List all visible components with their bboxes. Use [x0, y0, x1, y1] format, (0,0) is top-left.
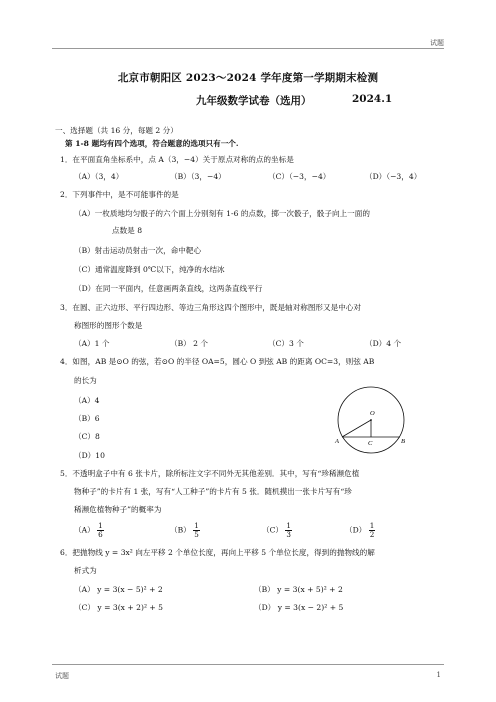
q5-stem-cont2: 稀濒危植物种子”的概率为 — [74, 505, 162, 514]
q6-option-b: （B） y = 3(x + 5)² + 2 — [254, 585, 343, 594]
footer-rule — [52, 664, 444, 665]
header-rule — [52, 48, 444, 49]
exam-subtitle: 九年级数学试卷（选用） — [196, 95, 312, 107]
q5-option-b-fraction: $\frac{1}{5}$ — [194, 521, 199, 539]
q4-stem-cont: 的长为 — [74, 376, 97, 385]
q3-stem: 3．在圆、正六边形、平行四边形、等边三角形这四个图形中，既是轴对称图形又是中心对 — [60, 303, 361, 312]
q6-option-a: （A） y = 3(x − 5)² + 2 — [74, 585, 163, 594]
q1-option-a: （A）（3，4） — [74, 172, 124, 181]
q5-option-a — [74, 522, 104, 539]
label-b: B — [401, 438, 405, 445]
q6-option-d: （D） y = 3(x − 2)² + 5 — [254, 603, 344, 612]
q5-option-d-fraction: $\frac{1}{2}$ — [369, 521, 375, 539]
q4-option-c: （C）8 — [74, 432, 100, 441]
q3-option-a: （A）1 个 — [74, 339, 110, 348]
exam-date: 2024.1 — [352, 93, 393, 105]
q6-stem: 6．把抛物线 y = 3x² 向左平移 2 个单位长度，再向上平移 5 个单位长度，得到的抛物线的解 — [60, 548, 375, 557]
q2-option-a: （A）一枚质地均匀骰子的六个面上分别刻有 1-6 的点数，掷一次骰子，骰子向上一面的 — [74, 209, 370, 218]
q5-option-a-fraction: $\frac{1}{6}$ — [98, 521, 103, 539]
q5-stem-cont1: 物种子”的卡片有 1 张，写有“人工种子”的卡片有 5 张．随机摸出一张卡片写有“珍 — [74, 487, 352, 496]
q5-option-c-fraction: $\frac{1}{3}$ — [286, 521, 291, 539]
q2-option-a-cont: 点数是 8 — [112, 226, 143, 235]
label-o: O — [370, 410, 375, 417]
q1-option-b: （B）（3，−4） — [170, 172, 226, 181]
circle-figure — [330, 382, 412, 464]
q2-option-d: （D）在同一平面内，任意画两条直线，这两条直线平行 — [74, 284, 263, 293]
q5-option-d-label: （D） — [345, 525, 367, 535]
q2-option-c: （C）通常温度降到 0℃以下，纯净的水结冰 — [74, 265, 225, 274]
section-heading: 一、选择题（共 16 分，每题 2 分） — [55, 126, 178, 135]
exam-title: 北京市朝阳区 2023～2024 学年度第一学期期末检测 — [117, 72, 379, 84]
q4-option-a: （A）4 — [74, 396, 100, 405]
q3-option-b: （B） 2 个 — [170, 339, 209, 348]
page-number: 1 — [436, 671, 441, 679]
q5-option-b — [170, 522, 200, 539]
label-c: C — [368, 440, 373, 447]
label-a: A — [335, 438, 339, 445]
radius-oa — [342, 420, 371, 437]
q2-stem: 2．下列事件中，是不可能事件的是 — [60, 190, 179, 199]
q3-stem-cont: 称图形的图形个数是 — [74, 321, 143, 330]
center-point — [370, 419, 372, 421]
q5-stem: 5．不透明盒子中有 6 张卡片，除所标注文字不同外无其他差别．其中，写有“珍稀濒危植 — [60, 469, 360, 478]
q5-option-d — [345, 522, 375, 539]
q4-option-d: （D）10 — [74, 451, 105, 460]
footer-tag: 试题 — [55, 672, 69, 680]
q3-option-c: （C）3 个 — [268, 339, 304, 348]
section-note: 第 1-8 题均有四个选项，符合题意的选项只有一个. — [65, 139, 239, 148]
q5-option-c — [262, 522, 292, 539]
q6-option-c: （C） y = 3(x + 2)² + 5 — [74, 603, 164, 612]
header-tag: 试题 — [430, 39, 444, 47]
q4-option-b: （B）6 — [74, 414, 100, 423]
q2-option-b: （B）射击运动员射击一次，命中靶心 — [74, 246, 202, 255]
q1-option-d: （D）（−3，4） — [365, 172, 422, 181]
q5-option-c-label: （C） — [262, 525, 283, 535]
q6-stem-cont: 析式为 — [74, 566, 97, 575]
q1-stem: 1．在平面直角坐标系中，点 A（3，−4）关于原点对称的点的坐标是 — [60, 155, 294, 164]
q5-option-a-label: （A） — [74, 525, 95, 535]
q3-option-d: （D）4 个 — [365, 339, 402, 348]
q1-option-c: （C）（−3，−4） — [268, 172, 331, 181]
q5-option-b-label: （B） — [170, 525, 191, 535]
q4-stem: 4．如图，AB 是⊙O 的弦，若⊙O 的半径 OA=5，圆心 O 到弦 AB 的距离 OC=3，则弦 AB — [60, 357, 375, 366]
